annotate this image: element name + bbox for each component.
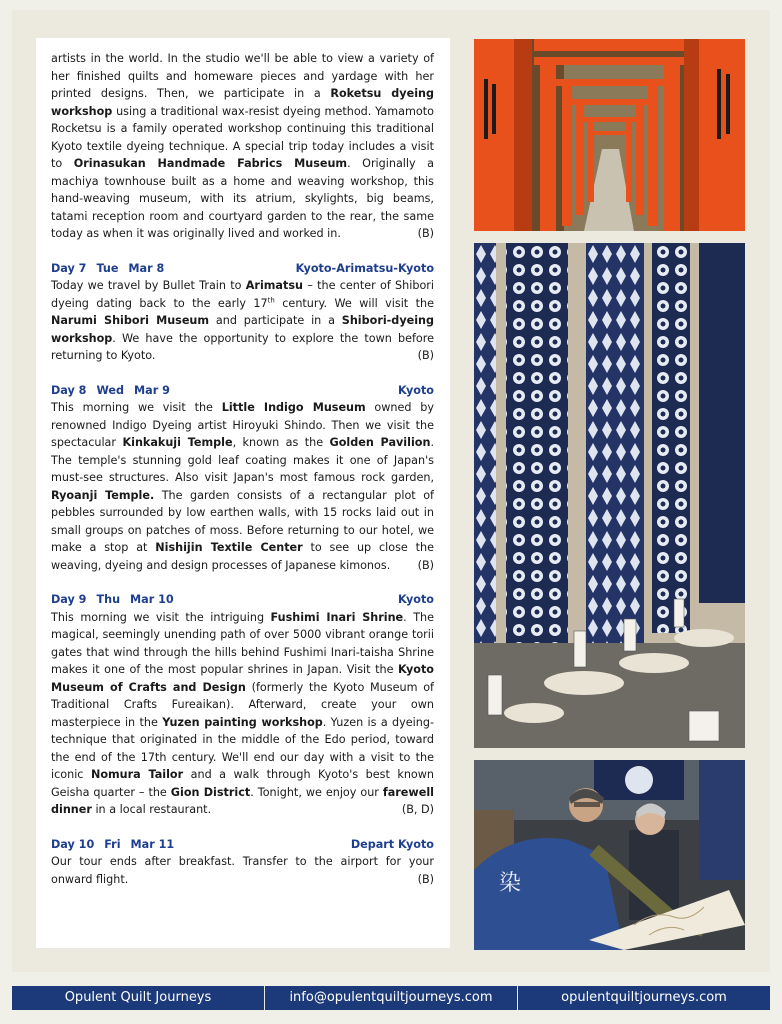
day-number: Day 10 [51, 837, 95, 851]
text: century. We will visit the [274, 296, 434, 310]
day-heading [51, 260, 434, 278]
text: Today we travel by Bullet Train to [51, 279, 246, 292]
itinerary-text-column [36, 38, 450, 948]
day-8-block [51, 382, 434, 575]
shibori-textiles-photo [474, 243, 745, 748]
text: (formerly the Kyoto Museum of Traditional Crafts Fureaikan). Afterward, create your own masterpiece in the [51, 680, 434, 729]
day-number: Day 7 [51, 261, 87, 275]
bold-text: Orinasukan Handmade Fabrics Museum [73, 157, 348, 170]
day-weekday: Tue [96, 261, 119, 275]
day-description [51, 609, 434, 819]
day-description [51, 399, 434, 574]
day-date: Mar 8 [128, 261, 165, 275]
text: . The magical, seemingly unending path of over 5000 vibrant orange torii gates that wind through the hills behind Fushimi Inari-taisha Shrine makes it one of the most popular shrines in Japan. Visit the [51, 610, 435, 676]
text: . The temple's stunning gold leaf coating makes it one of Japan's must-see structures. Also visit Japan's most famous rock garden, [51, 436, 434, 484]
text: artists in the world. In the studio we'll be able to view a variety of her finished quilts and homeware pieces and yardage with her printed designs. Then, we participate in a [51, 52, 434, 100]
meal-code: (B) [417, 227, 434, 240]
footer-bar [12, 986, 770, 1010]
day-number: Day 9 [51, 593, 87, 606]
text: . We have the opportunity to explore the town before returning to Kyoto. [51, 331, 434, 362]
day-7-block [51, 260, 434, 365]
bold-text: Yuzen painting workshop [162, 715, 323, 729]
bold-text: Kinkakuji Temple [122, 436, 233, 449]
meal-code: (B) [417, 872, 434, 886]
text: – the center of Shibori dyeing dating back to the early 17 [51, 279, 434, 310]
text: , known as the [232, 436, 330, 449]
text: owned by renowned Indigo Dyeing artist Hiroyuki Shindo. Then we visit the spectacular [51, 401, 434, 449]
yuzen-workshop-photo [474, 760, 745, 950]
footer-email-link[interactable]: info@opulentquiltjourneys.com [265, 986, 518, 1010]
text: and participate in a [209, 314, 342, 327]
text: to see up close the weaving, dyeing and design processes of Japanese kimonos. [51, 541, 434, 572]
meal-code: (B) [417, 558, 434, 572]
bold-text: Fushimi Inari Shrine [270, 610, 404, 624]
bold-text: Arimatsu [245, 279, 303, 292]
footer-website-link[interactable]: opulentquiltjourneys.com [561, 990, 727, 1005]
day-10-block [51, 836, 434, 889]
day-description [51, 853, 434, 888]
day-description [51, 277, 434, 365]
svg-text:染: 染 [499, 871, 522, 896]
superscript: th [267, 295, 275, 304]
day-location: Kyoto [398, 383, 434, 397]
bold-text: Kyoto Museum of Crafts and Design [51, 663, 434, 694]
day-location: Kyoto [398, 593, 434, 606]
meal-code: (B) [417, 349, 434, 362]
bold-text: Nomura Tailor [90, 768, 184, 781]
torii-gates-photo [474, 39, 745, 231]
text: in a local restaurant. [91, 803, 212, 816]
day-weekday: Thu [96, 593, 121, 606]
bold-text: Golden Pavilion [329, 436, 431, 449]
bold-text: Ryoanji Temple. [51, 488, 155, 502]
day-weekday: Fri [104, 837, 121, 851]
day-heading [51, 382, 434, 400]
bold-text: Little Indigo Museum [221, 401, 366, 414]
intro-paragraph [51, 50, 434, 243]
bold-text: Shibori-dyeing workshop [51, 314, 435, 345]
bold-text: Nishijin Textile Center [155, 541, 303, 554]
day-weekday: Wed [96, 383, 125, 397]
text: using a traditional wax-resist dyeing method. Yamamoto Rocketsu is a family operated workshop continuing this traditional Kyoto textile dyeing technique. A special trip today includes a visit to [51, 104, 434, 170]
bold-text: Gion District [170, 785, 251, 799]
bold-text: Roketsu dyeing workshop [51, 87, 434, 118]
footer-company-name: Opulent Quilt Journeys [12, 986, 265, 1010]
text: . Yuzen is a dyeing-technique that originated in the middle of the Edo period, toward the end of the 17th century. We'll end our day with a visit to the iconic [51, 715, 434, 781]
text: The garden consists of a rectangular plot of pebbles surrounded by low earthen walls, with 15 rocks laid out in small groups on patches of moss. Before returning to our hotel, we make a stop at [51, 488, 434, 554]
text: This morning we visit the intriguing [51, 610, 271, 624]
day-number: Day 8 [51, 383, 87, 397]
day-date: Mar 9 [134, 383, 170, 397]
text: . Originally a machiya townhouse built as a home and weaving workshop, this hand-weaving museum, with its atrium, skylights, big beams, tatami reception room and courtyard garden to the rear, the same today as when it was originally lived and worked in. [51, 157, 435, 240]
day-heading [51, 836, 434, 854]
day-date: Mar 10 [130, 593, 174, 606]
day-9-block [51, 591, 434, 819]
text: This morning we visit the [51, 401, 222, 414]
bold-text: farewell dinner [51, 785, 434, 816]
day-location: Depart Kyoto [350, 837, 434, 851]
day-location: Kyoto-Arimatsu-Kyoto [295, 261, 434, 275]
day-heading [51, 591, 434, 609]
day-date: Mar 11 [130, 837, 175, 851]
bold-text: Narumi Shibori Museum [51, 314, 210, 327]
text: Our tour ends after breakfast. Transfer to the airport for your onward flight. [51, 855, 434, 886]
meal-code: (B, D) [401, 803, 434, 816]
text: and a walk through Kyoto's best known Geisha quarter – the [51, 768, 435, 799]
text: . Tonight, we enjoy our [250, 785, 383, 799]
